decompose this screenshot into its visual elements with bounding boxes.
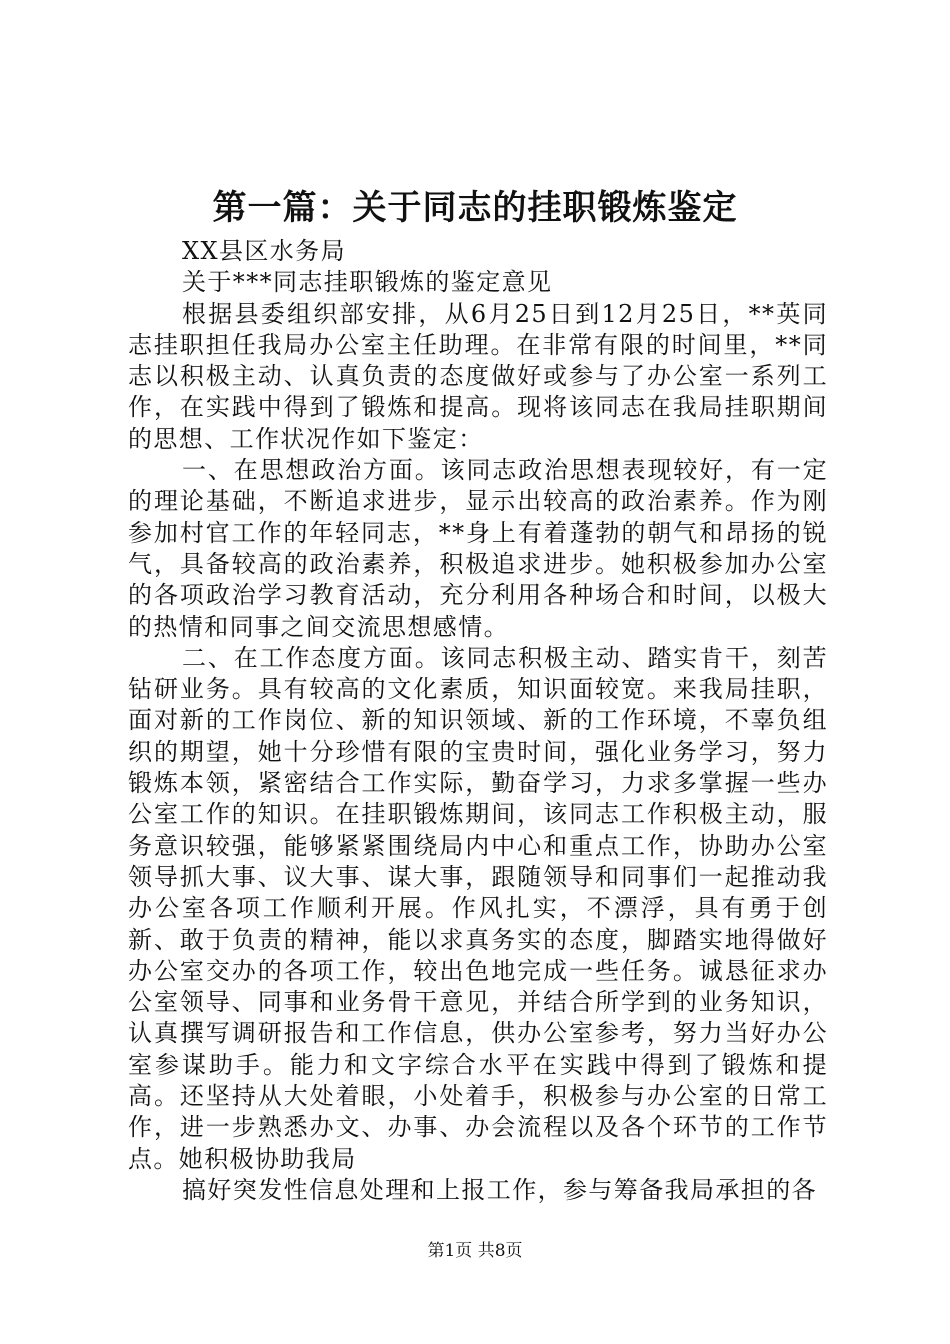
- body-paragraph-org: XX县区水务局: [182, 237, 346, 265]
- body-paragraph-work-attitude: 二、在工作态度方面。该同志积极主动、踏实肯干，刻苦钻研业务。具有较高的文化素质，知识面较宽。来我局挂职，面对新的工作岗位、新的知识领域、新的工作环境，不辜负组织的期望，她十分珍惜有限的宝贵时间，强化业务学习，努力锻炼本领，紧密结合工作实际，勤奋学习，力求多掌握一些办公室工作的知识。在挂职锻炼期间，该同志工作积极主动，服务意识较强，能够紧紧围绕局内中心和重点工作，协助办公室领导抓大事、议大事、谋大事，跟随领导和同事们一起推动我办公室各项工作顺利开展。作风扎实，不漂浮，具有勇于创新、敢于负责的精神，能以求真务实的态度，脚踏实地得做好办公室交办的各项工作，较出色地完成一些任务。诚恳征求办公室领导、同事和业务骨干意见，并结合所学到的业务知识，认真撰写调研报告和工作信息，供办公室参考，努力当好办公室参谋助手。能力和文字综合水平在实践中得到了锻炼和提高。还坚持从大处着眼，小处着手，积极参与办公室的日常工作，进一步熟悉办文、办事、办会流程以及各个环节的工作节点。她积极协助我局: [128, 643, 828, 1173]
- body-paragraph-subject: 关于***同志挂职锻炼的鉴定意见: [182, 268, 553, 297]
- page-number-footer: 第1页 共8页: [427, 1241, 523, 1261]
- body-paragraph-continued: 搞好突发性信息处理和上报工作，参与筹备我局承担的各: [182, 1175, 817, 1204]
- document-body: [128, 236, 828, 1206]
- document-title: 第一篇：关于同志的挂职锻炼鉴定: [212, 188, 738, 228]
- body-paragraph-political: 一、在思想政治方面。该同志政治思想表现较好，有一定的理论基础，不断追求进步，显示出较高的政治素养。作为刚参加村官工作的年轻同志，**身上有着蓬勃的朝气和昂扬的锐气，具备较高的政治素养，积极追求进步。她积极参加办公室的各项政治学习教育活动，充分利用各种场合和时间，以极大的热情和同事之间交流思想感情。: [128, 456, 828, 641]
- body-paragraph-intro: 根据县委组织部安排，从6月25日到12月25日，**英同志挂职担任我局办公室主任助理。在非常有限的时间里，**同志以积极主动、认真负责的态度做好或参与了办公室一系列工作，在实践中得到了锻炼和提高。现将该同志在我局挂职期间的思想、工作状况作如下鉴定：: [128, 299, 828, 453]
